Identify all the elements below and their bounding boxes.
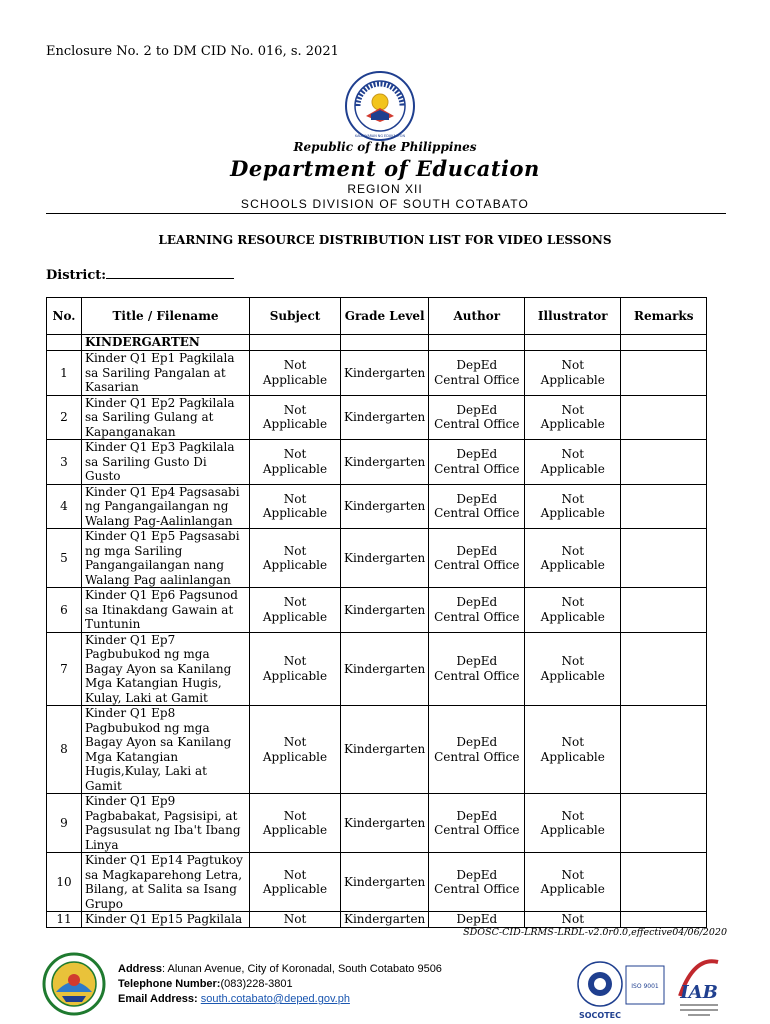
row-remarks xyxy=(621,351,707,396)
division-line: SCHOOLS DIVISION OF SOUTH COTABATO xyxy=(240,197,530,211)
district-blank-line xyxy=(106,267,234,279)
row-grade-level: Kindergarten xyxy=(341,912,429,928)
row-number: 7 xyxy=(47,632,82,706)
socotec-certification-logo xyxy=(572,952,668,1022)
district-field xyxy=(46,267,234,283)
col-header-subject: Subject xyxy=(250,298,341,335)
department-name: Department of Education xyxy=(230,156,540,181)
row-remarks xyxy=(621,912,707,928)
table-row xyxy=(47,351,707,396)
row-title: Kinder Q1 Ep1 Pagkilala sa Sariling Pangalan at Kasarian xyxy=(82,351,250,396)
row-grade-level: Kindergarten xyxy=(341,529,429,588)
row-number: 10 xyxy=(47,853,82,912)
document-title: LEARNING RESOURCE DISTRIBUTION LIST FOR VIDEO LESSONS xyxy=(158,233,612,247)
row-author: DepEd Central Office xyxy=(429,484,525,529)
socotec-text: SOCOTEC xyxy=(578,1011,622,1020)
col-header-author: Author xyxy=(429,298,525,335)
email-line xyxy=(118,992,442,1007)
table-row xyxy=(47,632,707,706)
row-number: 4 xyxy=(47,484,82,529)
col-header-no: No. xyxy=(47,298,82,335)
table-row xyxy=(47,912,707,928)
row-remarks xyxy=(621,632,707,706)
seal-text: KAGAWARAN NG EDUKASYON xyxy=(354,134,406,138)
row-title: Kinder Q1 Ep5 Pagsasabi ng mga Sariling Pangangailangan nang Walang Pag aalinlangan xyxy=(82,529,250,588)
email-link[interactable]: south.cotabato@deped.gov.ph xyxy=(200,993,350,1005)
row-title: Kinder Q1 Ep14 Pagtukoy sa Magkaparehong Letra, Bilang, at Salita sa Isang Grupo xyxy=(82,853,250,912)
row-subject: Not Applicable xyxy=(250,484,341,529)
row-remarks xyxy=(621,706,707,794)
row-number: 1 xyxy=(47,351,82,396)
row-illustrator: Not Applicable xyxy=(525,395,621,440)
row-remarks xyxy=(621,853,707,912)
row-subject: Not Applicable xyxy=(250,706,341,794)
row-illustrator: Not Applicable xyxy=(525,706,621,794)
phone-line xyxy=(118,977,442,992)
phone-label: Telephone Number: xyxy=(118,978,221,990)
row-subject: Not Applicable xyxy=(250,351,341,396)
row-title: Kinder Q1 Ep9 Pagbabakat, Pagsisipi, at Pagsusulat ng Iba't Ibang Linya xyxy=(82,794,250,853)
row-subject: Not Applicable xyxy=(250,588,341,633)
row-number: 9 xyxy=(47,794,82,853)
address-line xyxy=(118,962,442,977)
row-number: 3 xyxy=(47,440,82,485)
row-remarks xyxy=(621,395,707,440)
col-header-grade-level: Grade Level xyxy=(341,298,429,335)
row-title: Kinder Q1 Ep4 Pagsasabi ng Pangangailangan ng Walang Pag-Aalinlangan xyxy=(82,484,250,529)
row-illustrator: Not Applicable xyxy=(525,440,621,485)
table-row xyxy=(47,853,707,912)
row-title: Kinder Q1 Ep2 Pagkilala sa Sariling Gulang at Kapanganakan xyxy=(82,395,250,440)
row-grade-level: Kindergarten xyxy=(341,484,429,529)
address-label: Address xyxy=(118,963,163,975)
row-author: DepEd Central Office xyxy=(429,706,525,794)
row-subject: Not Applicable xyxy=(250,395,341,440)
row-subject: Not Applicable xyxy=(250,440,341,485)
row-subject: Not xyxy=(250,912,341,928)
row-illustrator: Not Applicable xyxy=(525,484,621,529)
row-illustrator: Not Applicable xyxy=(525,351,621,396)
deped-seal-logo xyxy=(344,70,416,142)
row-illustrator: Not xyxy=(525,912,621,928)
distribution-table xyxy=(46,297,707,928)
row-illustrator: Not Applicable xyxy=(525,853,621,912)
row-illustrator: Not Applicable xyxy=(525,529,621,588)
section-cell-empty xyxy=(429,335,525,351)
row-illustrator: Not Applicable xyxy=(525,794,621,853)
row-author: DepEd Central Office xyxy=(429,529,525,588)
row-author: DepEd Central Office xyxy=(429,395,525,440)
row-number: 8 xyxy=(47,706,82,794)
section-cell-empty xyxy=(47,335,82,351)
table-row xyxy=(47,395,707,440)
phone-value: (083)228-3801 xyxy=(220,978,293,990)
section-label: KINDERGARTEN xyxy=(82,335,250,351)
col-header-title: Title / Filename xyxy=(82,298,250,335)
row-subject: Not Applicable xyxy=(250,853,341,912)
table-header-row xyxy=(47,298,707,335)
row-number: 11 xyxy=(47,912,82,928)
section-row xyxy=(47,335,707,351)
row-number: 6 xyxy=(47,588,82,633)
table-row xyxy=(47,484,707,529)
row-grade-level: Kindergarten xyxy=(341,706,429,794)
iab-text: IAB xyxy=(680,982,718,1003)
row-title: Kinder Q1 Ep8 Pagbubukod ng mga Bagay Ayon sa Kanilang Mga Katangian Hugis,Kulay, Laki at Gamit xyxy=(82,706,250,794)
republic-line: Republic of the Philippines xyxy=(293,140,477,154)
row-grade-level: Kindergarten xyxy=(341,794,429,853)
section-cell-empty xyxy=(621,335,707,351)
row-author: DepEd xyxy=(429,912,525,928)
row-author: DepEd Central Office xyxy=(429,632,525,706)
address-value: : Alunan Avenue, City of Koronadal, South Cotabato 9506 xyxy=(162,963,442,975)
row-subject: Not Applicable xyxy=(250,632,341,706)
table-row xyxy=(47,794,707,853)
row-author: DepEd Central Office xyxy=(429,588,525,633)
col-header-illustrator: Illustrator xyxy=(525,298,621,335)
row-number: 5 xyxy=(47,529,82,588)
table-row xyxy=(47,588,707,633)
division-seal-logo xyxy=(42,952,106,1016)
section-cell-empty xyxy=(341,335,429,351)
row-author: DepEd Central Office xyxy=(429,440,525,485)
row-remarks xyxy=(621,529,707,588)
contact-block xyxy=(118,962,442,1007)
table-row xyxy=(47,440,707,485)
row-grade-level: Kindergarten xyxy=(341,440,429,485)
row-grade-level: Kindergarten xyxy=(341,588,429,633)
row-number: 2 xyxy=(47,395,82,440)
iso-text: ISO 9001 xyxy=(631,983,659,990)
row-title: Kinder Q1 Ep3 Pagkilala sa Sariling Gusto Di Gusto xyxy=(82,440,250,485)
row-remarks xyxy=(621,440,707,485)
row-title: Kinder Q1 Ep15 Pagkilala xyxy=(82,912,250,928)
section-cell-empty xyxy=(525,335,621,351)
row-subject: Not Applicable xyxy=(250,529,341,588)
row-title: Kinder Q1 Ep7 Pagbubukod ng mga Bagay Ayon sa Kanilang Mga Katangian Hugis, Kulay, Laki at Gamit xyxy=(82,632,250,706)
row-grade-level: Kindergarten xyxy=(341,395,429,440)
row-subject: Not Applicable xyxy=(250,794,341,853)
row-remarks xyxy=(621,588,707,633)
row-remarks xyxy=(621,794,707,853)
row-author: DepEd Central Office xyxy=(429,351,525,396)
row-grade-level: Kindergarten xyxy=(341,351,429,396)
row-illustrator: Not Applicable xyxy=(525,588,621,633)
row-title: Kinder Q1 Ep6 Pagsunod sa Itinakdang Gawain at Tuntunin xyxy=(82,588,250,633)
row-remarks xyxy=(621,484,707,529)
region-line: REGION XII xyxy=(347,182,423,196)
row-author: DepEd Central Office xyxy=(429,794,525,853)
header-divider xyxy=(46,213,726,214)
email-label: Email Address: xyxy=(118,993,198,1005)
table-row xyxy=(47,706,707,794)
row-grade-level: Kindergarten xyxy=(341,632,429,706)
district-label: District: xyxy=(46,268,107,283)
document-code: SDOSC-CID-LRMS-LRDL-v2.0r0.0,effective04/06/2020 xyxy=(463,927,727,938)
iab-accreditation-logo xyxy=(674,952,724,1022)
section-cell-empty xyxy=(250,335,341,351)
col-header-remarks: Remarks xyxy=(621,298,707,335)
table-row xyxy=(47,529,707,588)
row-author: DepEd Central Office xyxy=(429,853,525,912)
row-illustrator: Not Applicable xyxy=(525,632,621,706)
enclosure-reference: Enclosure No. 2 to DM CID No. 016, s. 2021 xyxy=(46,44,339,59)
row-grade-level: Kindergarten xyxy=(341,853,429,912)
